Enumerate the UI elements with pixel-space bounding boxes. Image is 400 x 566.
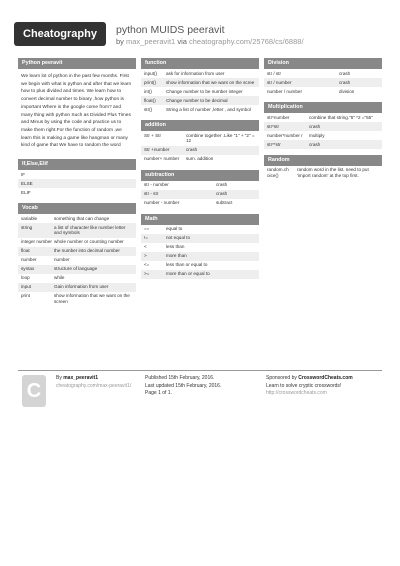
footer-by: By bbox=[56, 375, 62, 381]
table-row bbox=[141, 225, 259, 234]
term: loop bbox=[21, 275, 30, 281]
random-section bbox=[264, 155, 382, 181]
definition: show information that we want on the scree bbox=[166, 79, 255, 85]
term: >= bbox=[144, 271, 150, 277]
definition: Gain information from user bbox=[54, 284, 109, 290]
term: number bbox=[21, 257, 37, 263]
term: != bbox=[144, 235, 148, 241]
term: number / number bbox=[267, 88, 302, 94]
table-row bbox=[141, 155, 259, 164]
definition: crash bbox=[186, 147, 198, 153]
term: float() bbox=[144, 97, 156, 103]
term: str / str bbox=[267, 70, 282, 76]
page-header bbox=[0, 0, 400, 60]
definition: whole number or counting number bbox=[54, 239, 124, 245]
term: < bbox=[144, 244, 147, 250]
table-row bbox=[18, 238, 136, 247]
function-section bbox=[141, 58, 259, 114]
term: print bbox=[21, 293, 30, 299]
table-row bbox=[264, 122, 382, 131]
division-section bbox=[264, 58, 382, 96]
term: == bbox=[144, 226, 150, 232]
table-row bbox=[141, 78, 259, 87]
footer-author-link[interactable]: max_peeravit1 bbox=[63, 375, 98, 381]
table-row bbox=[18, 292, 136, 307]
definition: multiply bbox=[309, 132, 325, 138]
term: str*str bbox=[267, 123, 279, 129]
multiplication-section bbox=[264, 102, 382, 149]
sponsor-tagline: Learn to solve cryptic crosswords! bbox=[266, 382, 342, 389]
definition: the number into decimal number bbox=[54, 248, 120, 254]
page-count: Page 1 of 1. bbox=[145, 390, 172, 396]
definition: more than or equal to bbox=[166, 271, 210, 277]
updated-date: Last updated 15th February, 2016. bbox=[145, 382, 222, 389]
table-row bbox=[264, 78, 382, 87]
definition: String a list of number ,letter , and symbol bbox=[166, 106, 251, 112]
table-row bbox=[264, 131, 382, 140]
term: str*number bbox=[267, 114, 290, 120]
definition: more than bbox=[166, 253, 187, 259]
section-heading: subtraction bbox=[141, 170, 259, 181]
table-row bbox=[141, 146, 259, 155]
table-row bbox=[141, 270, 259, 279]
definition: ask for information from user bbox=[166, 70, 225, 76]
term: string bbox=[21, 224, 33, 230]
addition-section bbox=[141, 120, 259, 164]
column-1 bbox=[18, 58, 136, 312]
term: Str + Str bbox=[144, 132, 161, 138]
definition: equal to bbox=[166, 226, 183, 232]
footer-divider bbox=[18, 370, 382, 371]
definition: Change number to be number integer bbox=[166, 88, 243, 94]
column-3 bbox=[264, 58, 382, 187]
term: input() bbox=[144, 70, 158, 76]
list-item: ELSE bbox=[18, 179, 136, 188]
definition: not equal to bbox=[166, 235, 191, 241]
definition: something that can change bbox=[54, 215, 110, 221]
section-heading: Division bbox=[264, 58, 382, 69]
author-link[interactable]: max_peeravit1 bbox=[126, 37, 176, 46]
term: str - number bbox=[144, 182, 169, 188]
section-heading: Python peeravit bbox=[18, 58, 136, 69]
definition: crash bbox=[339, 70, 351, 76]
table-row bbox=[264, 166, 382, 181]
table-row bbox=[18, 283, 136, 292]
section-heading: If,Else,Elif bbox=[18, 159, 136, 170]
term: number+ number bbox=[144, 156, 180, 162]
table-row bbox=[141, 96, 259, 105]
footer-author-line bbox=[56, 375, 136, 383]
definition: crash bbox=[216, 191, 228, 197]
published-date: Published 15th February, 2016. bbox=[145, 375, 215, 381]
sponsor-prefix: Sponsored by bbox=[266, 375, 297, 381]
if-else-section bbox=[18, 159, 136, 197]
table-row bbox=[18, 256, 136, 265]
sponsor-link[interactable]: CrosswordCheats.com bbox=[298, 375, 353, 381]
table-row bbox=[264, 69, 382, 78]
byline-by: by bbox=[116, 37, 124, 46]
python-peeravit-section bbox=[18, 58, 136, 153]
term: integer number bbox=[21, 239, 52, 245]
definition: crash bbox=[309, 141, 321, 147]
definition: number bbox=[54, 257, 70, 263]
page-title: python MUIDS peeravit bbox=[116, 24, 225, 36]
footer-sponsor bbox=[266, 375, 386, 398]
table-row bbox=[141, 69, 259, 78]
term: input bbox=[21, 284, 31, 290]
section-heading: Vocab bbox=[18, 203, 136, 214]
definition: crash bbox=[216, 182, 228, 188]
definition: a list of character like number letter and symbols bbox=[54, 224, 126, 236]
table-row bbox=[141, 105, 259, 114]
footer-publish-info bbox=[145, 375, 255, 398]
section-heading: Random bbox=[264, 155, 382, 166]
list-item: ELIF bbox=[21, 189, 31, 195]
vocab-section bbox=[18, 203, 136, 306]
byline-via: via bbox=[177, 37, 187, 46]
term: str / number bbox=[267, 79, 292, 85]
list-item: IF bbox=[21, 171, 26, 177]
table-row bbox=[18, 247, 136, 256]
table-row bbox=[141, 87, 259, 96]
term: Str +number bbox=[144, 147, 170, 153]
term: str**str bbox=[267, 141, 281, 147]
byline bbox=[116, 37, 304, 46]
term: variable bbox=[21, 215, 38, 221]
definition: Change number to be decimal bbox=[166, 97, 228, 103]
sponsor-url[interactable]: http://crosswordcheats.com bbox=[266, 390, 327, 396]
table-row bbox=[141, 190, 259, 199]
table-row bbox=[18, 223, 136, 238]
site-logo[interactable]: Cheatography bbox=[14, 22, 106, 46]
table-row bbox=[264, 113, 382, 122]
table-row bbox=[264, 87, 382, 96]
term: random.ch oice() bbox=[267, 167, 289, 179]
table-row bbox=[141, 234, 259, 243]
table-row bbox=[18, 274, 136, 283]
table-row bbox=[141, 243, 259, 252]
definition: less than or equal to bbox=[166, 262, 208, 268]
definition: crash bbox=[309, 123, 321, 129]
table-row bbox=[141, 199, 259, 208]
definition: combine together .Like "1" + "2" = 12 bbox=[186, 132, 255, 144]
term: float bbox=[21, 248, 30, 254]
term: <= bbox=[144, 262, 150, 268]
section-heading: Multiplication bbox=[264, 102, 382, 113]
section-heading: function bbox=[141, 58, 259, 69]
column-2 bbox=[141, 58, 259, 285]
definition: sum. addition bbox=[186, 156, 214, 162]
table-row bbox=[141, 181, 259, 190]
term: str - str bbox=[144, 191, 159, 197]
table-row bbox=[18, 265, 136, 274]
subtraction-section bbox=[141, 170, 259, 208]
term: number - number bbox=[144, 200, 180, 206]
term: int() bbox=[144, 88, 152, 94]
term: print() bbox=[144, 79, 156, 85]
definition: while bbox=[54, 275, 65, 281]
footer-author bbox=[56, 375, 136, 390]
term: syntax bbox=[21, 266, 35, 272]
math-section bbox=[141, 214, 259, 279]
term: number*number r bbox=[267, 132, 303, 138]
definition: show information that we want on the screen bbox=[54, 293, 130, 305]
definition: crash bbox=[339, 79, 351, 85]
definition: structure of language bbox=[54, 266, 98, 272]
term: > bbox=[144, 253, 147, 259]
table-row bbox=[141, 131, 259, 146]
definition: subtract bbox=[216, 200, 233, 206]
section-paragraph: We learn lot of python in the past few months. First we begin with what is python and after that we learn how to plus divided and times. We learn how to convert decimal number to binary ,how python is important Where is the google come from? and many thing with python Such as Divided Plus Times and Minus by using the code and practice us to make them right.For the function of random ,we learn this is making a game like hangman or many kind of game that We have to random the word bbox=[21, 74, 132, 149]
definition: combine that string."5" *2 ="55" bbox=[309, 114, 373, 120]
table-row bbox=[264, 140, 382, 149]
section-heading: addition bbox=[141, 120, 259, 131]
footer-author-url[interactable]: cheatography.com/max-peeravit1/ bbox=[56, 382, 132, 389]
sheet-url-link[interactable]: cheatography.com/25768/cs/6888/ bbox=[189, 37, 304, 46]
definition: division bbox=[339, 88, 355, 94]
table-row bbox=[18, 214, 136, 223]
author-avatar[interactable]: C bbox=[22, 375, 46, 407]
table-row bbox=[141, 252, 259, 261]
table-row bbox=[141, 261, 259, 270]
term: str() bbox=[144, 106, 153, 112]
definition: less than bbox=[166, 244, 185, 250]
section-heading: Math bbox=[141, 214, 259, 225]
definition: random word in the list. need to put 'import random' at the top first. bbox=[297, 167, 369, 179]
sponsor-line bbox=[266, 375, 386, 383]
